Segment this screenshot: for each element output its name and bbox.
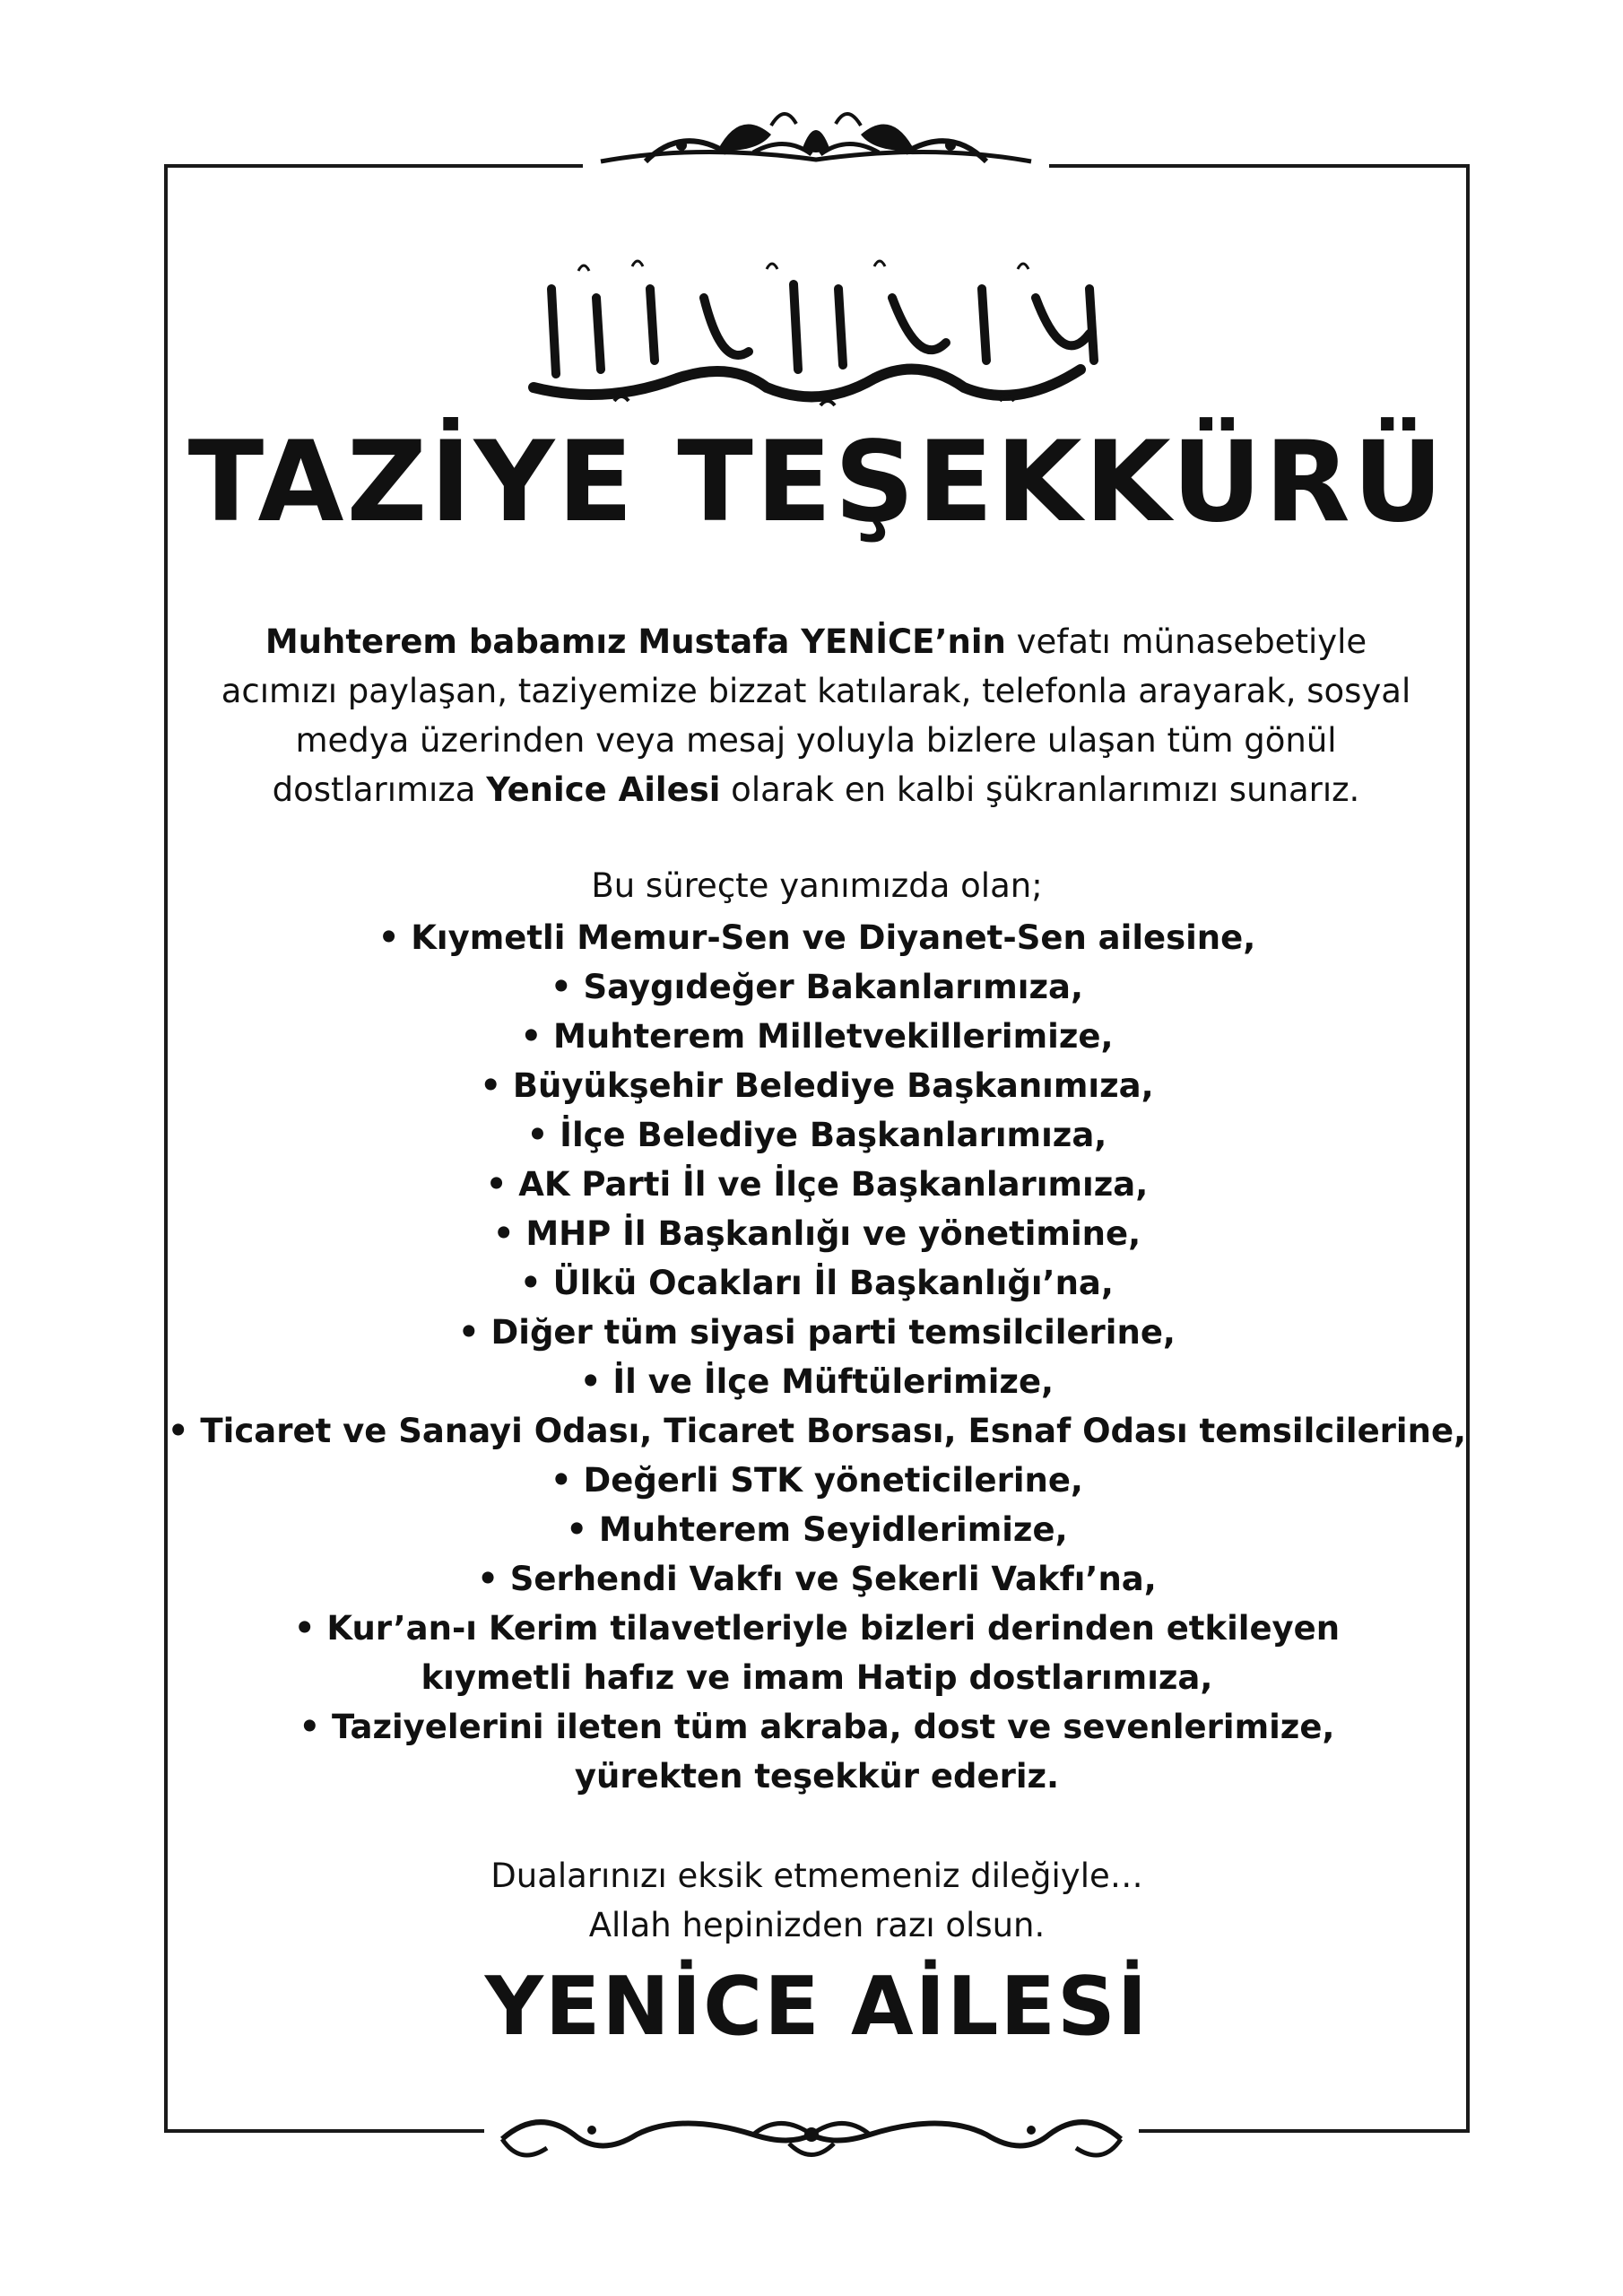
list-item: • Değerli STK yöneticilerine, bbox=[550, 1461, 1083, 1500]
top-floral-ornament bbox=[583, 99, 1049, 175]
list-item: • Diğer tüm siyasi parti temsilcilerine, bbox=[458, 1313, 1176, 1352]
list-item: • MHP İl Başkanlığı ve yönetimine, bbox=[492, 1214, 1141, 1253]
closing-line-2: Allah hepinizden razı olsun. bbox=[588, 1906, 1046, 1944]
intro-text-2: olarak en kalbi şükranlarımızı sunarız. bbox=[720, 770, 1360, 809]
list-item: • Büyükşehir Belediye Başkanımıza, bbox=[480, 1066, 1154, 1105]
thanks-list bbox=[164, 913, 1470, 1801]
intro-bold-family: Yenice Ailesi bbox=[486, 770, 721, 809]
page-title: TAZİYE TEŞEKKÜRÜ bbox=[187, 418, 1446, 547]
list-item: • AK Parti İl ve İlçe Başkanlarımıza, bbox=[485, 1165, 1149, 1204]
list-item: yürekten teşekkür ederiz. bbox=[574, 1757, 1060, 1796]
list-item: • Kur’an-ı Kerim tilavetleriyle bizleri derinden etkileyen bbox=[293, 1609, 1341, 1648]
list-item: kıymetli hafız ve imam Hatip dostlarımıza, bbox=[421, 1658, 1213, 1697]
list-item: • Saygıdeğer Bakanlarımıza, bbox=[550, 968, 1084, 1006]
list-item: • Muhterem Seyidlerimize, bbox=[566, 1510, 1068, 1549]
list-item: • Ticaret ve Sanayi Odası, Ticaret Borsası, Esnaf Odası temsilcilerine, bbox=[167, 1412, 1467, 1450]
closing-line-1: Dualarınızı eksik etmemeniz dileğiyle… bbox=[490, 1857, 1143, 1895]
list-item: • Serhendi Vakfı ve Şekerli Vakfı’na, bbox=[477, 1560, 1157, 1598]
list-item: • İl ve İlçe Müftülerimize, bbox=[579, 1362, 1055, 1401]
intro-text-1: vefatı münasebetiyle acımızı paylaşan, taziyemize bizzat katılarak, telefonla arayarak, sosyal medya üzerinden veya mesaj yoluyla bizlere ulaşan tüm gönül dostlarımıza bbox=[221, 622, 1411, 809]
intro-bold-deceased: Muhterem babamız Mustafa YENİCE’nin bbox=[265, 622, 1006, 661]
bottom-flourish-ornament bbox=[484, 2094, 1139, 2179]
arabic-calligraphy bbox=[498, 235, 1143, 414]
list-item: • Kıymetli Memur-Sen ve Diyanet-Sen ailesine, bbox=[378, 918, 1256, 957]
closing-text bbox=[164, 1851, 1470, 1950]
list-item: • Ülkü Ocakları İl Başkanlığı’na, bbox=[520, 1264, 1114, 1302]
list-lead: Bu süreçte yanımızda olan; bbox=[591, 866, 1043, 905]
list-item: • Muhterem Milletvekillerimize, bbox=[520, 1017, 1114, 1056]
intro-paragraph bbox=[206, 617, 1426, 814]
family-signature: YENİCE AİLESİ bbox=[484, 1960, 1150, 2054]
list-item: • Taziyelerini ileten tüm akraba, dost ve sevenlerimize, bbox=[299, 1708, 1335, 1746]
list-item: • İlçe Belediye Başkanlarımıza, bbox=[526, 1116, 1107, 1154]
